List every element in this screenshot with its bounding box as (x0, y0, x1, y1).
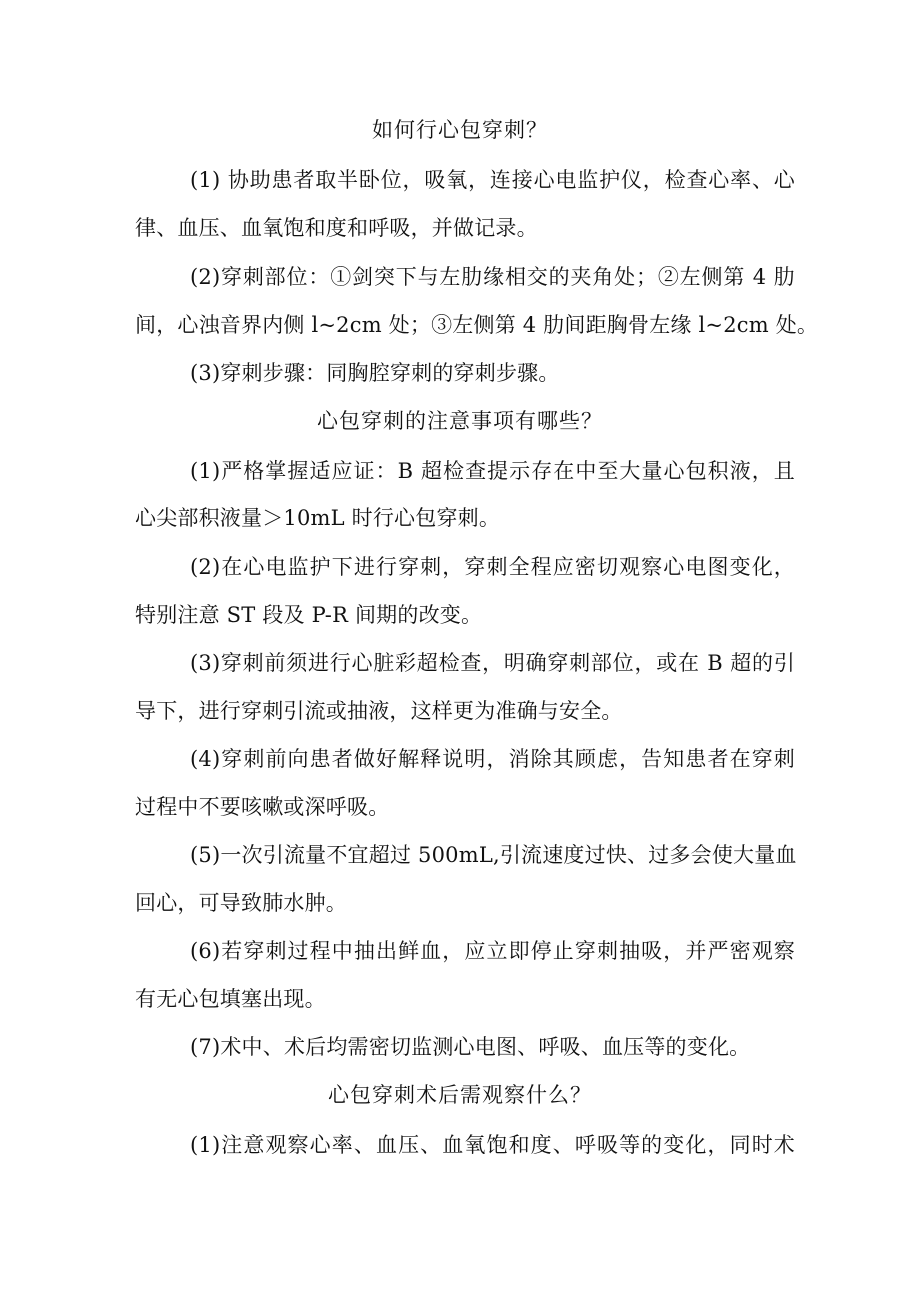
paragraph-line: (3)穿刺步骤：同胸腔穿刺的穿刺步骤。 (190, 361, 560, 385)
paragraph-line: 导下，进行穿刺引流或抽液，这样更为准确与安全。 (135, 699, 623, 723)
paragraph-line: (4)穿刺前向患者做好解释说明，消除其顾虑，告知患者在穿刺 (190, 747, 795, 771)
paragraph-line: (1)注意观察心率、血压、血氧饱和度、呼吸等的变化，同时术 (190, 1133, 795, 1157)
paragraph-line: 过程中不要咳嗽或深呼吸。 (135, 795, 390, 819)
paragraph-line: 回心，可导致肺水肿。 (135, 891, 347, 915)
paragraph-line: (2)穿刺部位：①剑突下与左肋缘相交的夹角处；②左侧第 4 肋 (190, 265, 795, 289)
section-heading-precautions: 心包穿刺的注意事项有哪些？ (317, 409, 603, 433)
paragraph-line: (2)在心电监护下进行穿刺，穿刺全程应密切观察心电图变化， (190, 555, 795, 579)
paragraph-line: (5)一次引流量不宜超过 500mL,引流速度过快、过多会使大量血 (190, 843, 797, 867)
paragraph-line: 间，心浊音界内侧 l~2cm 处；③左侧第 4 肋间距胸骨左缘 l~2cm 处。 (135, 313, 819, 337)
paragraph-line: 心尖部积液量＞10mL 时行心包穿刺。 (135, 506, 501, 530)
paragraph-line: (3)穿刺前须进行心脏彩超检查，明确穿刺部位，或在 B 超的引 (190, 651, 795, 675)
paragraph-line: (1) 协助患者取半卧位，吸氧，连接心电监护仪，检查心率、心 (190, 168, 795, 192)
paragraph-line: (6)若穿刺过程中抽出鲜血，应立即停止穿刺抽吸，并严密观察 (190, 939, 795, 963)
paragraph-line: 律、血压、血氧饱和度和呼吸，并做记录。 (135, 216, 538, 240)
paragraph-line: 有无心包填塞出现。 (135, 987, 326, 1011)
section-heading-how-to-puncture: 如何行心包穿刺？ (372, 118, 548, 142)
section-heading-post-op-observation: 心包穿刺术后需观察什么？ (328, 1083, 592, 1107)
paragraph-line: (7)术中、术后均需密切监测心电图、呼吸、血压等的变化。 (190, 1035, 751, 1059)
paragraph-line: 特别注意 ST 段及 P-R 间期的改变。 (135, 603, 483, 627)
paragraph-line: (1)严格掌握适应证：B 超检查提示存在中至大量心包积液，且 (190, 459, 795, 483)
